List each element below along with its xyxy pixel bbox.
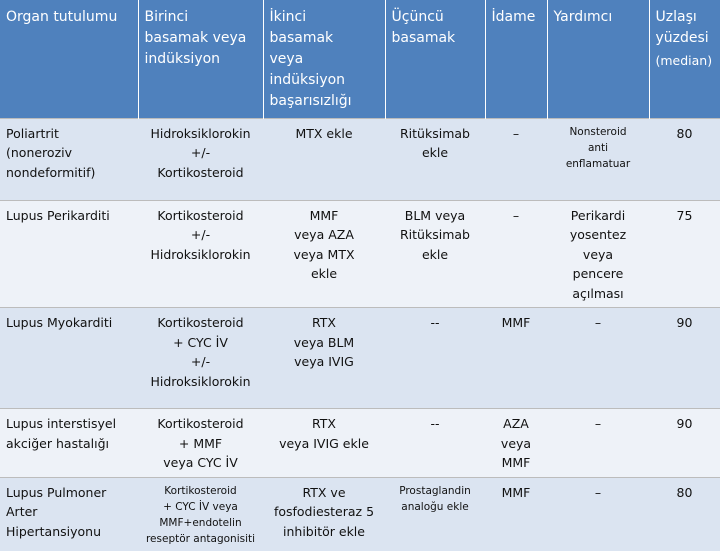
cell-third-line: -- [385, 308, 485, 409]
cell-first-line: Hidroksiklorokin +/- Kortikosteroid [138, 118, 263, 200]
cell-second-line: MMF veya AZA veya MTX ekle [263, 200, 385, 308]
header-row [0, 0, 720, 118]
header-second-line: İkinci basamak veya indüksiyon başarısızlığı [263, 0, 385, 118]
cell-first-line: Kortikosteroid +/- Hidroksiklorokin [138, 200, 263, 308]
cell-adjunct: Nonsteroid anti enflamatuar [547, 118, 649, 200]
cell-adjunct: – [547, 308, 649, 409]
cell-first-line: Kortikosteroid + CYC İV veya MMF+endotelin reseptör antagonisiti [138, 477, 263, 551]
table-row [0, 200, 720, 308]
cell-organ: Lupus interstisyel akciğer hastalığı [0, 409, 138, 478]
cell-maintenance: – [485, 118, 547, 200]
cell-consensus: 75 [649, 200, 720, 308]
header-consensus: Uzlaşı yüzdesi (median) [649, 0, 720, 118]
cell-organ: Poliartrit (noneroziv nondeformitif) [0, 118, 138, 200]
table-row [0, 477, 720, 551]
cell-adjunct: Perikardi yosentez veya pencere açılması [547, 200, 649, 308]
table-row [0, 118, 720, 200]
cell-maintenance: MMF [485, 308, 547, 409]
cell-maintenance: MMF [485, 477, 547, 551]
cell-second-line: RTX veya BLM veya IVIG [263, 308, 385, 409]
cell-consensus: 90 [649, 409, 720, 478]
header-first-line: Birinci basamak veya indüksiyon [138, 0, 263, 118]
cell-consensus: 90 [649, 308, 720, 409]
cell-first-line: Kortikosteroid + CYC İV +/- Hidroksiklorokin [138, 308, 263, 409]
cell-second-line: RTX veya IVIG ekle [263, 409, 385, 478]
cell-second-line: RTX ve fosfodiesteraz 5 inhibitör ekle [263, 477, 385, 551]
cell-organ: Lupus Pulmoner Arter Hipertansiyonu [0, 477, 138, 551]
cell-consensus: 80 [649, 118, 720, 200]
table-row [0, 308, 720, 409]
cell-consensus: 80 [649, 477, 720, 551]
header-organ: Organ tutulumu [0, 0, 138, 118]
header-adjunct: Yardımcı [547, 0, 649, 118]
header-third-line: Üçüncü basamak [385, 0, 485, 118]
cell-adjunct: – [547, 477, 649, 551]
table-row [0, 409, 720, 478]
cell-third-line: -- [385, 409, 485, 478]
cell-third-line: Ritüksimab ekle [385, 118, 485, 200]
header-consensus-sub: (median) [655, 53, 713, 68]
cell-organ: Lupus Perikarditi [0, 200, 138, 308]
header-maintenance: İdame [485, 0, 547, 118]
cell-first-line: Kortikosteroid + MMF veya CYC İV [138, 409, 263, 478]
cell-second-line: MTX ekle [263, 118, 385, 200]
cell-third-line: Prostaglandin analoğu ekle [385, 477, 485, 551]
cell-third-line: BLM veya Ritüksimab ekle [385, 200, 485, 308]
cell-maintenance: AZA veya MMF [485, 409, 547, 478]
cell-adjunct: – [547, 409, 649, 478]
cell-maintenance: – [485, 200, 547, 308]
cell-organ: Lupus Myokarditi [0, 308, 138, 409]
